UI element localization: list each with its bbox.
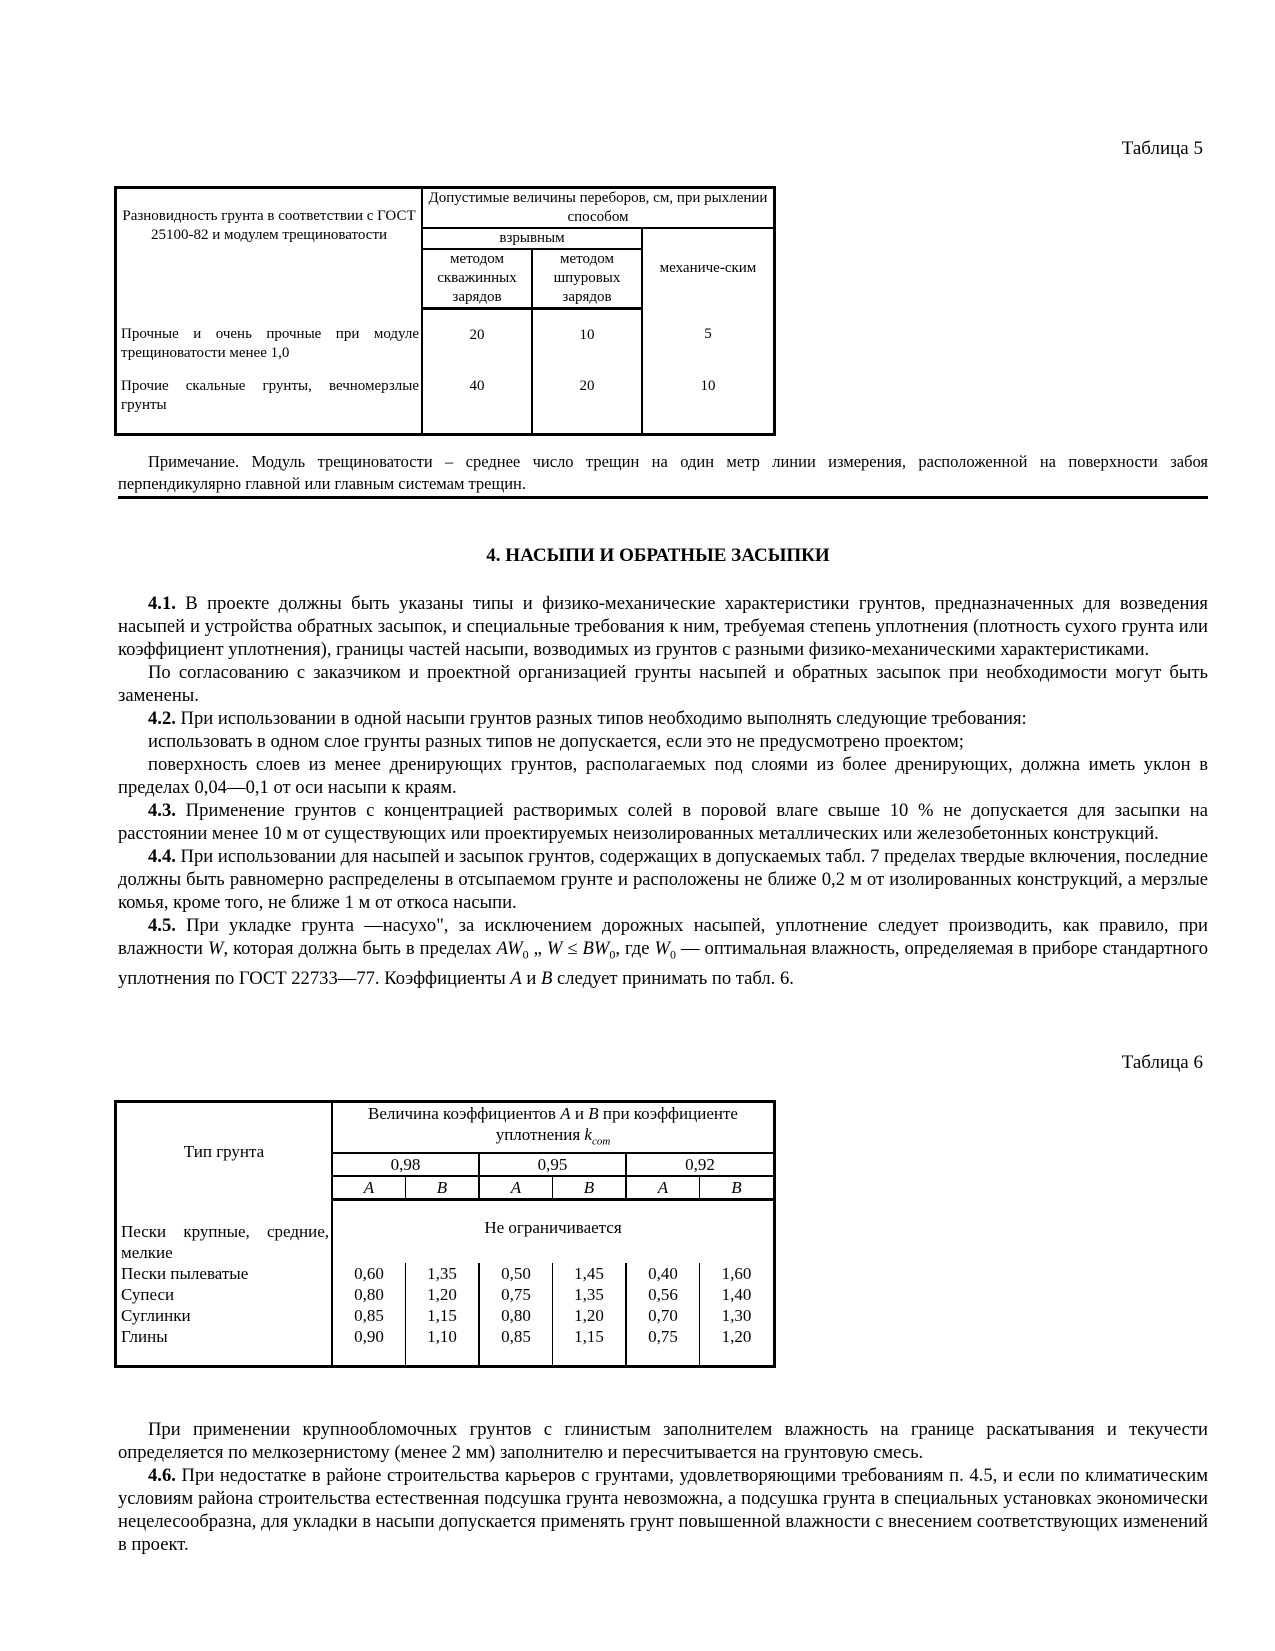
t6-cell: 0,85 [332,1305,406,1326]
subscript: com [591,1135,611,1148]
t6-cell: 1,20 [553,1305,627,1326]
t6-head-a: A [479,1176,553,1200]
t6-row-name: Глины [116,1326,333,1347]
t5-row-name: Прочные и очень прочные при модуле трещиноватости менее 1,0 [116,309,423,363]
t6-cell: 0,80 [332,1284,406,1305]
divider [118,496,1208,499]
t6-head-k1: 0,98 [332,1153,479,1176]
table6-label: Таблица 6 [1121,1052,1203,1073]
subscript: 0 [609,947,616,962]
t5-head-soil-type: Разновидность грунта в соответствии с ГОСТ 25100-82 и модулем трещиноватости [116,188,423,309]
table-row-spacer [116,1347,775,1367]
paragraph-4-4 [118,845,1208,914]
t6-cell: 1,15 [553,1326,627,1347]
symbol: AW [496,938,523,959]
paragraph-text: и [521,967,542,989]
paragraph-4-6 [118,1464,1208,1556]
t6-cell: 1,20 [406,1284,480,1305]
t6-cell: 0,70 [626,1305,700,1326]
paragraph-text: следует принимать по табл. 6. [552,967,794,989]
paragraph-4-3 [118,799,1208,845]
t6-head-b: B [406,1176,480,1200]
paragraph-text: В проекте должны быть указаны типы и физико-механические характеристики грунтов, предназначенных для возведения насыпей и устройства обратных засыпок, и специальные требования к ним, требуемая степень уплотнения (плотность сухого грунта или коэффициент уплотнения), границы частей насыпи, возводимых из грунтов с разными физико-механическими характеристиками. [118,593,1208,660]
t6-row-name [116,1347,333,1367]
table-row [116,1263,775,1284]
paragraph-text: При применении крупнообломочных грунтов с глинистым заполнителем влажность на границе раскатывания и текучести определяется по мелкозернистому (менее 2 мм) заполнителю и пересчитывается на грунтовую смесь. [118,1419,1208,1463]
paragraph-4-2 [118,707,1208,730]
t6-row-name: Суглинки [116,1305,333,1326]
subscript: 0 [669,947,676,962]
table-row [116,309,775,363]
subscript: 0 [522,947,529,962]
clause-number: 4.5. [148,915,176,936]
t6-cell: 1,10 [406,1326,480,1347]
t5-row-name: Прочие скальные грунты, вечномерзлые грунты [116,363,423,435]
paragraph-text: По согласованию с заказчиком и проектной организацией грунты насыпей и обратных засыпок при необходимости могут быть заменены. [118,662,1208,706]
table5 [114,186,776,436]
header-text: и [570,1104,589,1123]
t5-head-allowed: Допустимые величины переборов, см, при рыхлении способом [422,188,775,229]
paragraph-text: При использовании для насыпей и засыпок грунтов, содержащих в допускаемых табл. 7 пределах твердые включения, последние должны быть равномерно распределены в отсыпаемом грунте и расположены не ближе 0,2 м от изолированных конструкций, а мерзлые комья, кроме того, не ближе 1 м от откоса насыпи. [118,846,1208,913]
t5-cell: 10 [700,377,716,394]
header-text: при коэффициенте уплотнения [495,1104,738,1144]
table-row [116,1326,775,1347]
symbol: W [207,938,224,959]
t6-head-k3: 0,92 [626,1153,775,1176]
symbol: W [654,938,670,959]
t5-cell: 10 [532,309,642,363]
t5-head-borehole: методом скважинных зарядов [422,249,532,309]
paragraph-text: При использовании в одной насыпи грунтов разных типов необходимо выполнять следующие требования: [175,708,1027,729]
t5-cell: 20 [532,363,642,435]
symbol: B [588,1104,599,1123]
t6-cell: 0,75 [626,1326,700,1347]
t6-cell: 1,15 [406,1305,480,1326]
symbol: k [584,1125,592,1144]
t6-cell: 0,56 [626,1284,700,1305]
table6 [114,1100,776,1368]
t6-head-b: B [553,1176,627,1200]
section-title: 4. НАСЫПИ И ОБРАТНЫЕ ЗАСЫПКИ [486,545,830,566]
paragraph-text: использовать в одном слое грунты разных типов не допускается, если это не предусмотрено проектом; [148,731,964,752]
table-row [116,1200,775,1263]
t6-head-a: A [332,1176,406,1200]
paragraph-text: При недостатке в районе строительства карьеров с грунтами, удовлетворяющими требованиям п. 4.5, и если по климатическим условиям района строительства естественная подсушка грунта невозможна, а подсушка грунта в специальных установках экономически нецелесообразна, для укладки в насыпи допускается применять грунт повышенной влажности с внесением соответствующих изменений в проект. [118,1465,1208,1555]
t6-cell [626,1347,700,1367]
t6-head-k2: 0,95 [479,1153,626,1176]
symbol: A [560,1104,571,1123]
tail-body [118,1418,1208,1556]
paragraph-text: Применение грунтов с концентрацией растворимых солей в поровой влаге свыше 10 % не допускается для засыпки на расстоянии менее 10 м от существующих или проектируемых неизолированных металлических или железобетонных конструкций. [118,800,1208,844]
paragraph-text: поверхность слоев из менее дренирующих грунтов, располагаемых под слоями из более дренирующих, должна иметь уклон в пределах 0,04—0,1 от оси насыпи к краям. [118,754,1208,798]
t6-cell: 0,80 [479,1305,553,1326]
t6-head-b: B [700,1176,775,1200]
t6-head-a: A [626,1176,700,1200]
symbol: B [541,967,553,989]
t5-head-shothole: методом шпуровых зарядов [532,249,642,309]
table5-note: Примечание. Модуль трещиноватости – среднее число трещин на один метр линии измерения, расположенной на поверхности забоя перпендикулярно главной или главным системам трещин. [118,452,1208,493]
t6-cell: 0,75 [479,1284,553,1305]
t6-cell: 1,60 [721,1263,752,1283]
t6-cell: 0,40 [626,1263,700,1284]
section-body [118,592,1208,990]
paragraph-text: ≤ [562,938,583,959]
t6-cell [700,1347,775,1367]
t6-cell: 0,50 [479,1263,553,1284]
t5-cell: 5 [704,325,712,342]
table-row [116,1284,775,1305]
clause-number: 4.6. [148,1465,176,1486]
t6-not-limited: Не ограничивается [484,1217,622,1237]
t5-cell: 20 [422,309,532,363]
paragraph-text: — оптимальная влажность, определяемая в приборе стандартного уплотнения по ГОСТ 22733—77. Коэффициенты [118,938,1208,989]
t6-cell: 1,30 [721,1305,752,1325]
table-row [116,363,775,435]
t6-head-soil-type: Тип грунта [116,1102,333,1200]
clause-number: 4.4. [148,846,176,867]
t6-row-name: Пески пылеватые [116,1263,333,1284]
symbol: W [546,938,563,959]
clause-number: 4.1. [148,593,176,614]
t6-cell: 0,85 [479,1326,553,1347]
paragraph-4-1 [118,592,1208,661]
t5-head-explosive: взрывным [422,228,642,249]
t6-cell [553,1347,627,1367]
t6-cell [479,1347,553,1367]
paragraph-text: При укладке грунта ―насухо", за исключением дорожных насыпей, уплотнение следует производить, как правило, при влажности [118,915,1208,959]
t6-cell: 0,60 [332,1263,406,1284]
t5-cell: 40 [422,363,532,435]
t6-cell [332,1347,406,1367]
t6-cell: 0,90 [332,1326,406,1347]
paragraph-text: , где [615,938,655,959]
t6-cell: 1,35 [553,1284,627,1305]
paragraph-text: , которая должна быть в пределах [223,938,497,959]
t6-cell: 1,40 [721,1284,752,1304]
t6-cell [406,1347,480,1367]
t6-row-name: Пески крупные, средние, мелкие [116,1200,333,1263]
table5-label: Таблица 5 [1121,138,1203,159]
t6-head-coefficients [332,1102,775,1154]
table-row [116,1305,775,1326]
t6-row-name: Супеси [116,1284,333,1305]
paragraph-4-5 [118,914,1208,990]
t5-head-mechanical: механиче-ским [659,260,757,277]
t6-cell: 1,45 [553,1263,627,1284]
header-text: Величина коэффициентов [368,1104,561,1123]
paragraph-text: „ [528,938,547,959]
t6-cell: 1,20 [721,1326,752,1346]
clause-number: 4.3. [148,800,176,821]
t6-cell: 1,35 [406,1263,480,1284]
clause-number: 4.2. [148,708,176,729]
symbol: BW [582,938,610,959]
symbol: A [510,967,522,989]
